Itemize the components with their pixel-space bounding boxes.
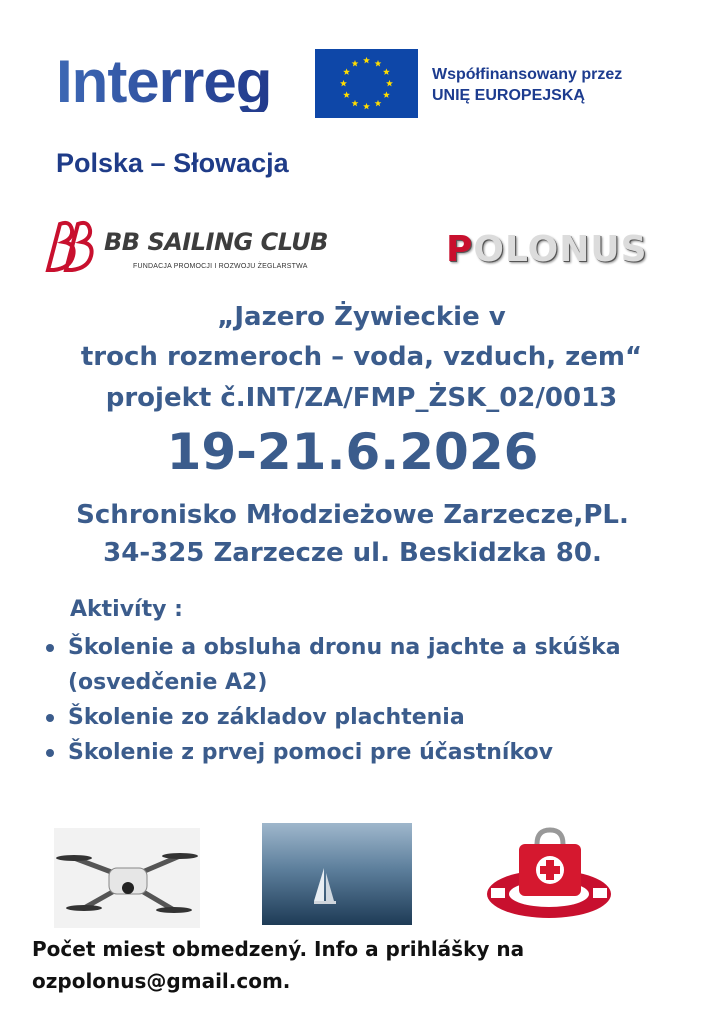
bb-sailing-club-subtitle: FUNDACJA PROMOCJI I ROZWOJU ŻEGLARSTWA — [133, 263, 308, 270]
activities-list — [40, 630, 700, 770]
venue-address: 34-325 Zarzecze ul. Beskidzka 80. — [103, 538, 602, 568]
polonus-logo — [446, 229, 648, 270]
sailboat-sea-photo — [262, 823, 412, 925]
activity-item: Školenie zo základov plachtenia — [40, 700, 700, 735]
polonus-logo-rest: OLONUS — [473, 229, 648, 270]
footer-info — [32, 933, 692, 997]
bb-sailing-club-title: BB SAILING CLUB — [104, 228, 328, 256]
activity-item: Školenie z prvej pomoci pre účastníkov — [40, 735, 700, 770]
footer-email: ozpolonus@gmail.com. — [32, 969, 291, 993]
activity-item: Školenie a obsluha dronu na jachte a skúška (osvedčenie A2) — [40, 630, 700, 700]
polonus-logo-first-letter: P — [446, 229, 474, 270]
interreg-logo: Interreg — [56, 48, 272, 115]
venue-name: Schronisko Młodzieżowe Zarzecze,PL. — [76, 500, 629, 530]
event-date: 19-21.6.2026 — [166, 423, 539, 481]
eu-text-line1: Współfinansowany przez — [432, 66, 623, 83]
footer-line1: Počet miest obmedzený. Info a prihlášky na — [32, 937, 525, 961]
eu-text-line2: UNIĘ EUROPEJSKĄ — [432, 87, 585, 104]
program-region: Polska – Słowacja — [56, 148, 289, 178]
activities-heading: Aktivíty : — [70, 597, 183, 622]
drone-photo — [54, 828, 200, 928]
eu-flag-icon — [315, 49, 418, 118]
first-aid-kit-photo — [483, 826, 616, 922]
project-number: projekt č.INT/ZA/FMP_ŻSK_02/0013 — [105, 383, 618, 413]
event-title-line2: troch rozmeroch – voda, vzduch, zem“ — [80, 342, 643, 372]
bb-sailing-logo-icon — [40, 220, 95, 272]
event-title-line1: „Jazero Żywieckie v — [217, 302, 506, 332]
eu-cofinancing-text — [432, 64, 622, 106]
